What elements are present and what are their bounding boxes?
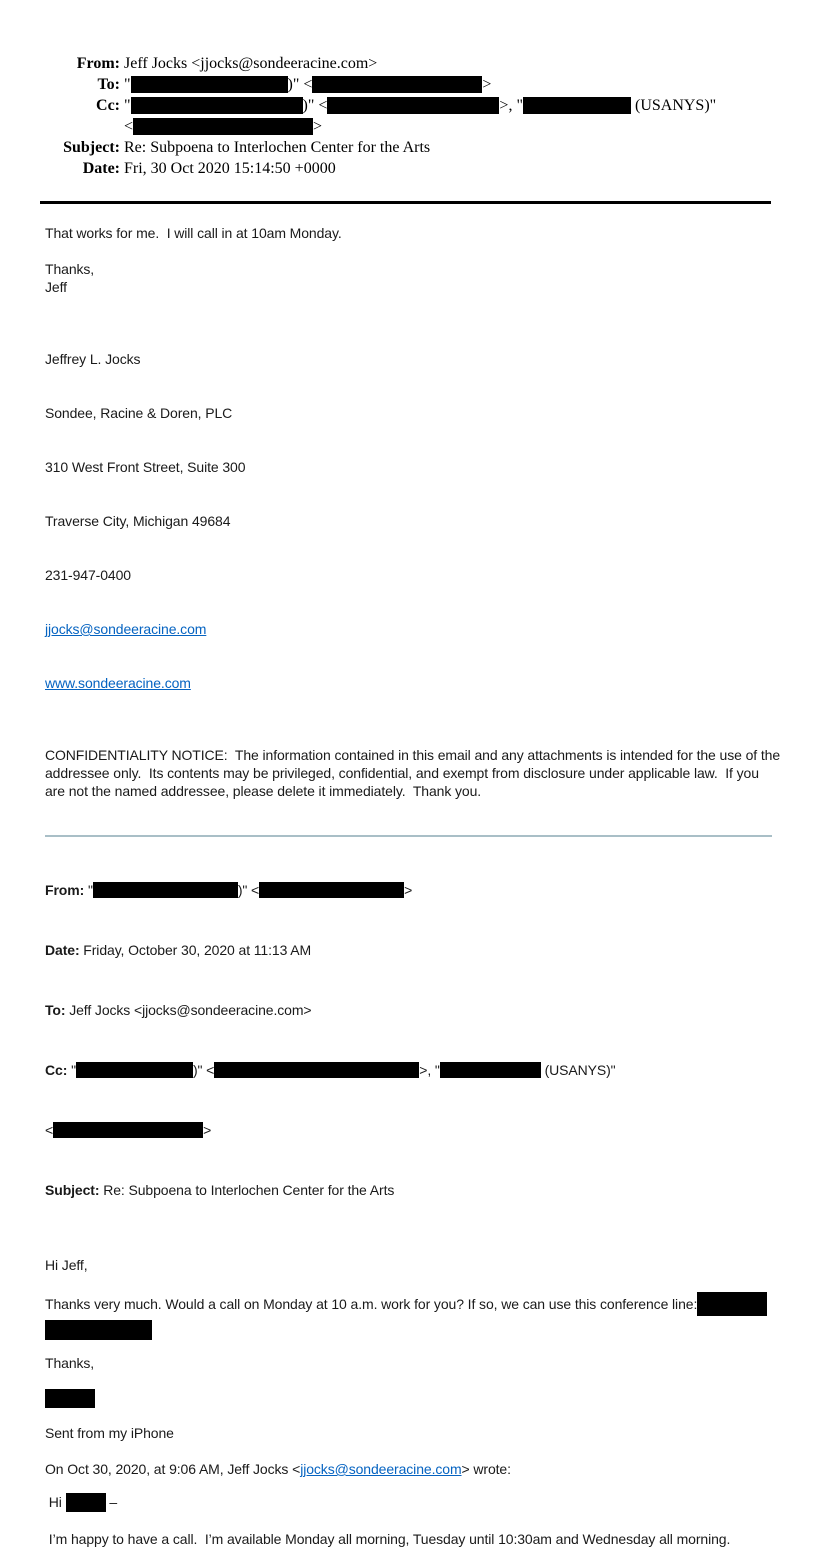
reply-intro-email-link[interactable]: jjocks@sondeeracine.com [300, 1461, 462, 1477]
quoted-subject-line: Subject: Re: Subpoena to Interlochen Center for the Arts [45, 1182, 395, 1198]
signature-firm: Sondee, Racine & Doren, PLC [45, 405, 233, 421]
email-link[interactable]: jjocks@sondeeracine.com [45, 621, 207, 637]
quoted-email-header [45, 840, 782, 1240]
header-to-row [0, 74, 816, 95]
signature-name: Jeffrey L. Jocks [45, 351, 141, 367]
redacted-signature-name [45, 1389, 95, 1408]
redacted-cc-email [327, 97, 499, 114]
redacted-name [66, 1493, 106, 1512]
redacted-conference-number-2 [45, 1320, 152, 1340]
website-link[interactable]: www.sondeeracine.com [45, 675, 191, 691]
signature-website-line [45, 674, 782, 692]
to-label: To: [97, 76, 120, 93]
date-label: Date: [82, 160, 120, 177]
redacted-sender-name [93, 882, 238, 898]
signature-street: 310 West Front Street, Suite 300 [45, 459, 246, 475]
to-value: " )" < > [124, 76, 492, 93]
cc-label: Cc: [96, 97, 120, 114]
quoted-cc-continuation: < > [45, 1122, 212, 1138]
redacted-cc-email-2 [133, 118, 313, 135]
quoted-message-divider [45, 835, 772, 837]
cc-continuation: < > [124, 118, 323, 135]
quoted-from-line: From: " )" < > [45, 882, 413, 898]
from-value: Jeff Jocks <jjocks@sondeeracine.com> [124, 55, 378, 72]
subject-label: Subject: [63, 139, 120, 156]
header-divider-rule [40, 201, 771, 204]
signature-email-line [45, 620, 782, 638]
signature-phone: 231-947-0400 [45, 567, 131, 583]
redacted-conference-number [697, 1292, 767, 1316]
quoted-date-line: Date: Friday, October 30, 2020 at 11:13 AM [45, 942, 312, 958]
header-date-row [0, 158, 816, 179]
sent-from-iphone: Sent from my iPhone [45, 1425, 174, 1441]
quoted-thanks: Thanks, [45, 1355, 95, 1371]
reply-intro-line: On Oct 30, 2020, at 9:06 AM, Jeff Jocks <jjocks@sondeeracine.com> wrote: [45, 1461, 511, 1477]
redacted-cc-email [214, 1062, 419, 1078]
redacted-cc-name [131, 97, 303, 114]
redacted-sender-email [259, 882, 404, 898]
email-body [45, 224, 782, 1548]
quoted-hi-line: Hi – [45, 1494, 118, 1510]
signature-block [45, 314, 782, 728]
subject-value: Re: Subpoena to Interlochen Center for the Arts [124, 139, 431, 156]
header-subject-row [0, 137, 816, 158]
quoted-to-line: To: Jeff Jocks <jjocks@sondeeracine.com> [45, 1002, 312, 1018]
redacted-recipient-email [312, 76, 482, 93]
date-value: Fri, 30 Oct 2020 15:14:50 +0000 [124, 160, 336, 177]
confidentiality-notice: CONFIDENTIALITY NOTICE: The information contained in this email and any attachments is intended for the use of the addressee only. Its contents may be privileged, confidential, and exempt from disclosure under applicable law. If you are not the named addressee, please delete it immediately. Thank you. [45, 747, 784, 799]
header-cc-row [0, 95, 816, 137]
availability-line: I’m happy to have a call. I’m available Monday all morning, Tuesday until 10:30am and Wednesday all morning. [45, 1531, 731, 1547]
email-header [0, 0, 816, 179]
reply-text: That works for me. I will call in at 10am Monday. [45, 225, 342, 241]
quoted-greeting: Hi Jeff, [45, 1257, 88, 1273]
from-label: From: [76, 55, 120, 72]
redacted-cc-name-2 [523, 97, 631, 114]
signoff: Thanks, Jeff [45, 261, 95, 295]
redacted-cc-email-2 [53, 1122, 203, 1138]
cc-value: " )" < >, " (USANYS)" < > [124, 97, 717, 135]
signature-city: Traverse City, Michigan 49684 [45, 513, 231, 529]
redacted-cc-name-2 [440, 1062, 541, 1078]
quoted-cc-line: Cc: " )" < >, " (USANYS)" [45, 1062, 616, 1078]
redacted-cc-name [76, 1062, 193, 1078]
redacted-recipient-name [131, 76, 288, 93]
quoted-body-line: Thanks very much. Would a call on Monday at 10 a.m. work for you? If so, we can use this conference line: [45, 1292, 782, 1316]
header-from-row [0, 53, 816, 74]
